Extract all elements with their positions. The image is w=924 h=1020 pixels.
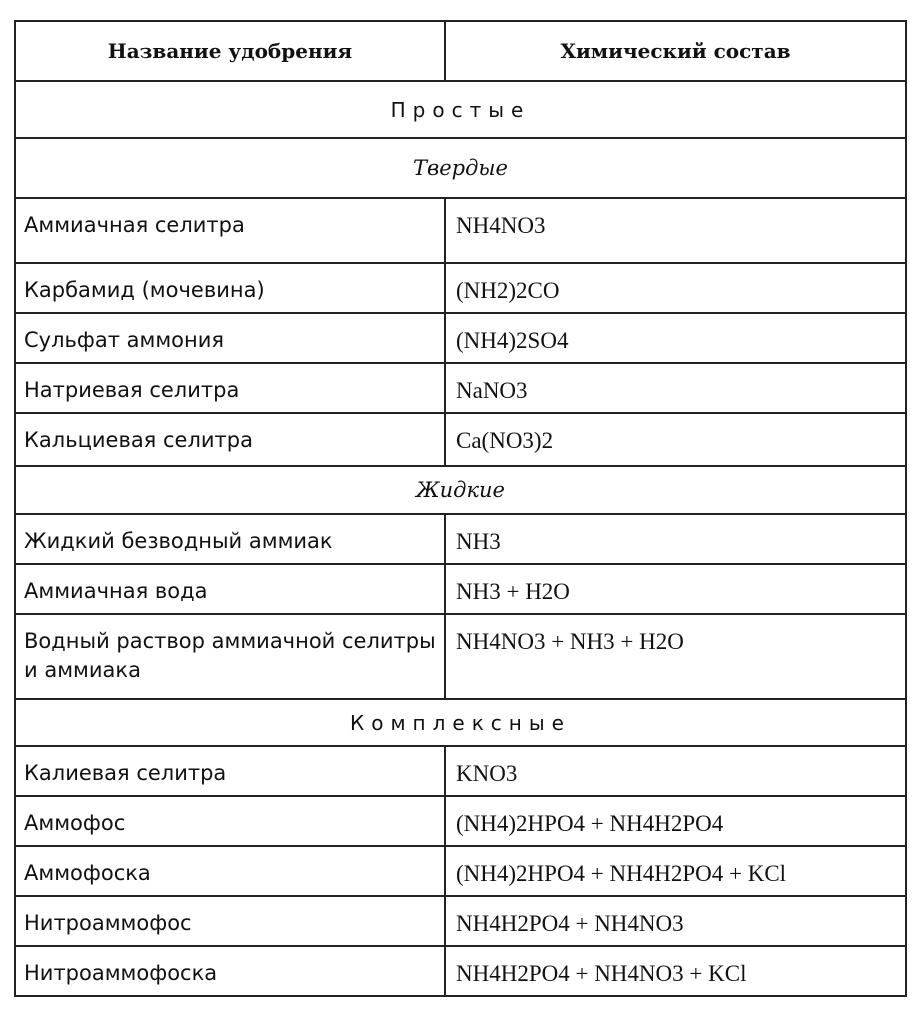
subsection-title: Твердые bbox=[15, 138, 906, 198]
chemical-formula: NH4NO3 + NH3 + H2O bbox=[445, 614, 906, 699]
table-body bbox=[15, 81, 906, 996]
fertilizer-name: Жидкий безводный аммиак bbox=[15, 514, 445, 564]
fertilizer-name: Нитроаммофоска bbox=[15, 946, 445, 996]
chemical-formula: Ca(NO3)2 bbox=[445, 413, 906, 466]
table-row bbox=[15, 946, 906, 996]
table-row bbox=[15, 313, 906, 363]
table-row bbox=[15, 614, 906, 699]
fertilizer-name: Аммофос bbox=[15, 796, 445, 846]
fertilizer-name: Кальциевая селитра bbox=[15, 413, 445, 466]
chemical-formula: (NH4)2HPO4 + NH4H2PO4 bbox=[445, 796, 906, 846]
fertilizer-name: Водный раствор аммиачной селитры и аммиака bbox=[15, 614, 445, 699]
header-name: Название удобрения bbox=[15, 21, 445, 81]
chemical-formula: (NH2)2CO bbox=[445, 263, 906, 313]
fertilizer-name: Аммиачная селитра bbox=[15, 198, 445, 263]
table-row bbox=[15, 514, 906, 564]
fertilizer-name: Аммиачная вода bbox=[15, 564, 445, 614]
fertilizer-name: Сульфат аммония bbox=[15, 313, 445, 363]
subsection-row bbox=[15, 466, 906, 514]
header-row bbox=[15, 21, 906, 81]
table-row bbox=[15, 564, 906, 614]
header-formula: Химический состав bbox=[445, 21, 906, 81]
table-row bbox=[15, 746, 906, 796]
fertilizer-name: Калиевая селитра bbox=[15, 746, 445, 796]
table-row bbox=[15, 796, 906, 846]
chemical-formula: NH4NO3 bbox=[445, 198, 906, 263]
chemical-formula: NH3 bbox=[445, 514, 906, 564]
fertilizer-table bbox=[14, 20, 907, 997]
chemical-formula: NH4H2PO4 + NH4NO3 bbox=[445, 896, 906, 946]
fertilizer-name: Карбамид (мочевина) bbox=[15, 263, 445, 313]
chemical-formula: (NH4)2SO4 bbox=[445, 313, 906, 363]
chemical-formula: NH4H2PO4 + NH4NO3 + KCl bbox=[445, 946, 906, 996]
subsection-row bbox=[15, 138, 906, 198]
chemical-formula: KNO3 bbox=[445, 746, 906, 796]
chemical-formula: (NH4)2HPO4 + NH4H2PO4 + KCl bbox=[445, 846, 906, 896]
table-row bbox=[15, 413, 906, 466]
table-row bbox=[15, 198, 906, 263]
fertilizer-name: Натриевая селитра bbox=[15, 363, 445, 413]
table-row bbox=[15, 363, 906, 413]
fertilizer-name: Нитроаммофос bbox=[15, 896, 445, 946]
table-row bbox=[15, 846, 906, 896]
table-row bbox=[15, 263, 906, 313]
table-row bbox=[15, 896, 906, 946]
fertilizer-name: Аммофоска bbox=[15, 846, 445, 896]
section-row bbox=[15, 699, 906, 746]
section-title: Простые bbox=[15, 81, 906, 138]
subsection-title: Жидкие bbox=[15, 466, 906, 514]
chemical-formula: NaNO3 bbox=[445, 363, 906, 413]
section-title: Комплексные bbox=[15, 699, 906, 746]
chemical-formula: NH3 + H2O bbox=[445, 564, 906, 614]
section-row bbox=[15, 81, 906, 138]
